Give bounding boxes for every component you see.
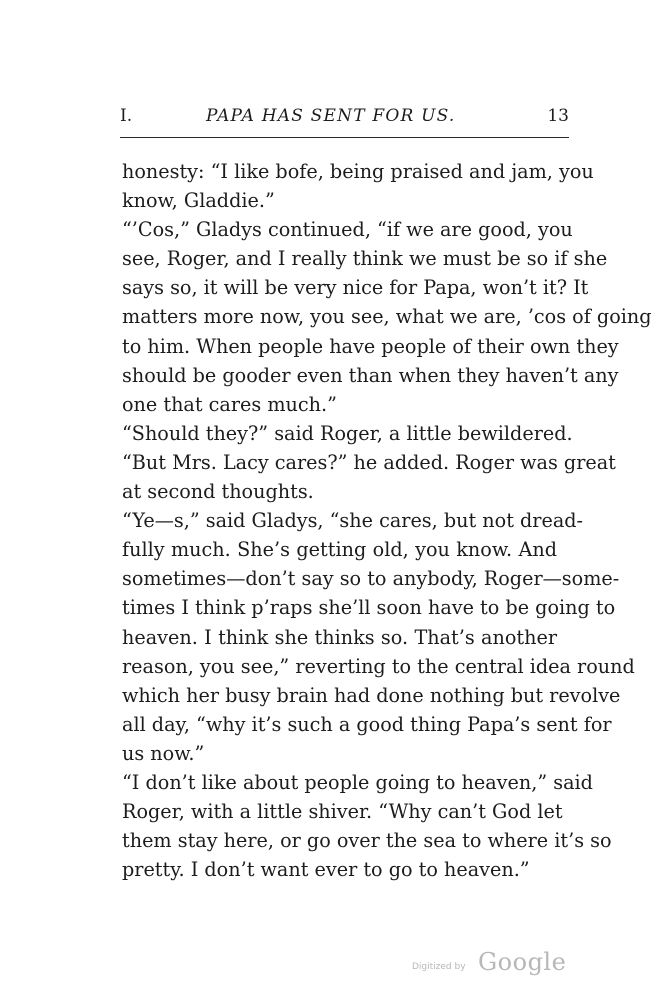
text-line: which her busy brain had done nothing but revolve xyxy=(122,683,621,707)
text-line: “Ye—s,” said Gladys, “she cares, but not dread- xyxy=(122,509,584,533)
google-logo: Google xyxy=(478,948,567,976)
chapter-number: I. xyxy=(120,106,133,126)
text-line: should be gooder even than when they haven’t any xyxy=(122,363,619,387)
text-line: matters more now, you see, what we are, ’cos of going xyxy=(122,305,652,329)
running-header xyxy=(120,104,569,132)
page-number: 13 xyxy=(547,106,569,126)
text-line: know, Gladdie.” xyxy=(122,189,275,213)
text-line: reason, you see,” reverting to the central idea round xyxy=(122,654,635,678)
body-text xyxy=(122,157,652,884)
running-title: PAPA HAS SENT FOR US. xyxy=(206,106,456,126)
text-line: “Should they?” said Roger, a little bewildered. xyxy=(122,421,573,445)
text-line: them stay here, or go over the sea to where it’s so xyxy=(122,829,612,853)
text-line: see, Roger, and I really think we must be so if she xyxy=(122,247,608,271)
text-line: Roger, with a little shiver. “Why can’t God let xyxy=(122,800,563,824)
text-line: sometimes—don’t say so to anybody, Roger—some- xyxy=(122,567,620,591)
text-line: pretty. I don’t want ever to go to heaven.” xyxy=(122,858,530,882)
text-line: says so, it will be very nice for Papa, won’t it? It xyxy=(122,276,589,300)
text-line: “’Cos,” Gladys continued, “if we are good, you xyxy=(122,218,573,242)
text-line: at second thoughts. xyxy=(122,480,314,504)
text-line: “But Mrs. Lacy cares?” he added. Roger was great xyxy=(122,450,616,474)
text-line: all day, “why it’s such a good thing Papa’s sent for xyxy=(122,712,612,736)
digitized-by-label: Digitized by xyxy=(412,962,466,972)
text-line: to him. When people have people of their own they xyxy=(122,334,619,358)
header-rule xyxy=(120,137,569,138)
digitized-watermark xyxy=(412,948,567,978)
text-line: times I think p’raps she’ll soon have to be going to xyxy=(122,596,616,620)
text-line: us now.” xyxy=(122,741,205,765)
text-line: heaven. I think she thinks so. That’s another xyxy=(122,625,557,649)
text-line: one that cares much.” xyxy=(122,392,337,416)
text-line: fully much. She’s getting old, you know. And xyxy=(122,538,557,562)
text-line: “I don’t like about people going to heaven,” said xyxy=(122,770,593,794)
text-line: honesty: “I like bofe, being praised and jam, you xyxy=(122,160,594,183)
